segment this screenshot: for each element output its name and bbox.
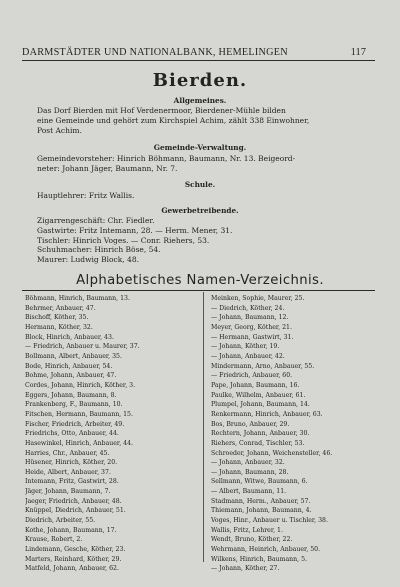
directory-entry: Kothe, Johann, Baumann, 17.	[25, 526, 117, 534]
trade-line: Schuhmacher: Hinrich Böse, 54.	[37, 245, 161, 255]
directory-entry: Intemann, Fritz, Gastwirt, 28.	[25, 478, 119, 486]
general-line: Das Dorf Bierden mit Hof Verdenermoor, Bierdener-Mühle bilden	[37, 106, 286, 115]
directory-entry: — Johann, Baumann, 12.	[211, 314, 289, 322]
directory-entry: — Diedrich, Köther, 24.	[211, 304, 285, 312]
directory-entry: Heide, Albert, Anbauer, 37.	[25, 468, 111, 476]
directory-right-column	[211, 294, 379, 574]
trades-list	[37, 216, 232, 265]
directory-entry: Behrmer, Anbauer, 47.	[25, 304, 96, 312]
directory-entry: Jaeger, Friedrich, Anbauer, 48.	[25, 497, 122, 505]
directory-entry: Bos, Bruno, Anbauer, 29.	[211, 420, 290, 428]
directory-entry: Krause, Robert, 2.	[25, 536, 83, 544]
directory-entry: — Johann, Baumann, 28.	[211, 468, 289, 476]
directory-entry: Jäger, Johann, Baumann, 7.	[25, 488, 111, 496]
page-title: Bierden.	[152, 70, 248, 91]
directory-entry: Böhmann, Hinrich, Baumann, 13.	[25, 295, 130, 302]
directory-entry: Meinken, Sophie, Maurer, 25.	[211, 295, 305, 302]
directory-entry: Wehrmann, Heinrich, Anbauer, 50.	[211, 546, 321, 554]
directory-entry: Wallis, Fritz, Lehrer, 1.	[211, 526, 283, 534]
school-text: Hauptlehrer: Fritz Wallis.	[37, 191, 135, 200]
directory-entry: — Friedrich, Anbauer u. Maurer, 37.	[25, 343, 140, 351]
directory-entry: Pape, Johann, Baumann, 16.	[211, 381, 300, 389]
directory-entry: Bischoff, Köther, 35.	[25, 314, 89, 322]
running-header: DARMSTÄDTER UND NATIONALBANK, HEMELINGEN	[22, 47, 288, 58]
school-heading: Schule.	[184, 180, 216, 189]
directory-entry: Riehers, Conrad, Tischler, 53.	[211, 439, 305, 447]
directory-entry: — Johann, Anbauer, 42.	[211, 352, 285, 360]
directory-entry: Harries, Chr., Anbauer, 45.	[25, 449, 110, 457]
trade-line: Zigarrengeschäft: Chr. Fiedler.	[37, 216, 155, 225]
directory-entry: — Johann, Köther, 27.	[211, 565, 280, 573]
directory-entry: — Hermann, Gastwirt, 31.	[211, 333, 294, 341]
directory-entry: Bollmann, Albert, Anbauer, 35.	[25, 352, 122, 360]
trade-line: Maurer: Ludwig Block, 48.	[37, 255, 139, 265]
directory-left-column	[25, 294, 197, 574]
general-line: eine Gemeinde und gehört zum Kirchspiel Achim, zählt 338 Einwohner,	[37, 115, 310, 125]
directory-entry: Wilkens, Hinrich, Baumann, 5.	[211, 555, 307, 563]
directory-entry: Diedrich, Arbeiter, 55.	[25, 517, 96, 525]
directory-entry: Marters, Reinhard, Köther, 29.	[25, 555, 122, 563]
directory-entry: Plumpel, Johann, Baumann, 14.	[211, 401, 310, 409]
general-text	[37, 106, 309, 135]
directory-entry: Hasewinkel, Hinrich, Anbauer, 44.	[25, 439, 133, 447]
trade-line: Tischler: Hinrich Voges. — Conr. Riehers, 53.	[37, 235, 210, 245]
page-number: 117	[350, 47, 366, 58]
administration-heading: Gemeinde-Verwaltung.	[153, 143, 247, 152]
directory-entry: Meyer, Georg, Köther, 21.	[211, 323, 292, 331]
administration-line: Gemeindevorsteher: Hinrich Böhmann, Baumann, Nr. 13. Beigeord-	[37, 154, 296, 163]
directory-entry: Bode, Hinrich, Anbauer, 54.	[25, 362, 113, 370]
directory-entry: Sellmann, Witwe, Baumann, 6.	[211, 478, 308, 486]
directory-entry: Eggers, Johann, Baumann, 8.	[25, 391, 117, 399]
directory-entry: Mindermann, Arno, Anbauer, 55.	[211, 362, 315, 370]
directory-rule	[22, 290, 375, 291]
directory-entry: Hermann, Köther, 32.	[25, 323, 93, 331]
general-heading: Allgemeines.	[173, 96, 227, 105]
directory-entry: Thiemann, Johann, Baumann, 4.	[211, 507, 312, 515]
directory-entry: Matfeld, Johann, Anbauer, 62.	[25, 565, 119, 573]
directory-entry: Hüsener, Hinrich, Köther, 20.	[25, 459, 118, 467]
directory-entry: — Johann, Köther, 19.	[211, 343, 280, 351]
directory-title: Alphabetisches Namen-Verzeichnis.	[76, 273, 324, 288]
directory-entry: Frankenberg, F., Baumann, 10.	[25, 401, 123, 409]
directory-entry: Block, Hinrich, Anbauer, 43.	[25, 333, 114, 341]
trade-line: Gastwirte: Fritz Intemann, 28. — Herm. Mener, 31.	[37, 225, 233, 235]
directory-entry: Schroeder, Johann, Weichensteller, 46.	[211, 449, 333, 457]
directory-entry: — Johann, Anbauer, 32.	[211, 459, 285, 467]
directory-entry: — Albert, Baumann, 11.	[211, 488, 287, 496]
directory-entry: Lindemann, Gesche, Köther, 23.	[25, 546, 126, 554]
administration-line: neter: Johann Jäger, Baumann, Nr. 7.	[37, 163, 178, 173]
directory-entry: Wendt, Bruno, Köther, 22.	[211, 536, 293, 544]
directory-entry: Renkermann, Hinrich, Anbauer, 63.	[211, 410, 323, 418]
general-line: Post Achim.	[37, 125, 82, 135]
directory-entry: Knüppel, Diedrich, Anbauer, 51.	[25, 507, 126, 515]
directory-entry: Stadmann, Herm., Anbauer, 57.	[211, 497, 311, 505]
directory-entry: — Friedrich, Anbauer, 60.	[211, 372, 293, 380]
directory-entry: Cordes, Johann, Hinrich, Köther, 3.	[25, 381, 136, 389]
directory-entry: Friedrichs, Otto, Anbauer, 44.	[25, 430, 119, 438]
header-rule	[22, 60, 375, 61]
directory-entry: Fischer, Friedrich, Arbeiter, 49.	[25, 420, 125, 428]
trades-heading: Gewerbetreibende.	[161, 206, 239, 215]
directory-entry: Rechtern, Johann, Anbauer, 30.	[211, 430, 310, 438]
directory-entry: Paulke, Wilhelm, Anbauer, 61.	[211, 391, 306, 399]
directory-entry: Bohme, Johann, Anbauer, 47.	[25, 372, 117, 380]
administration-text	[37, 154, 295, 174]
directory-entry: Voges, Hinr., Anbauer u. Tischler, 38.	[211, 517, 328, 525]
directory-entry: Fitschen, Hermann, Baumann, 15.	[25, 410, 133, 418]
column-separator	[203, 292, 204, 562]
